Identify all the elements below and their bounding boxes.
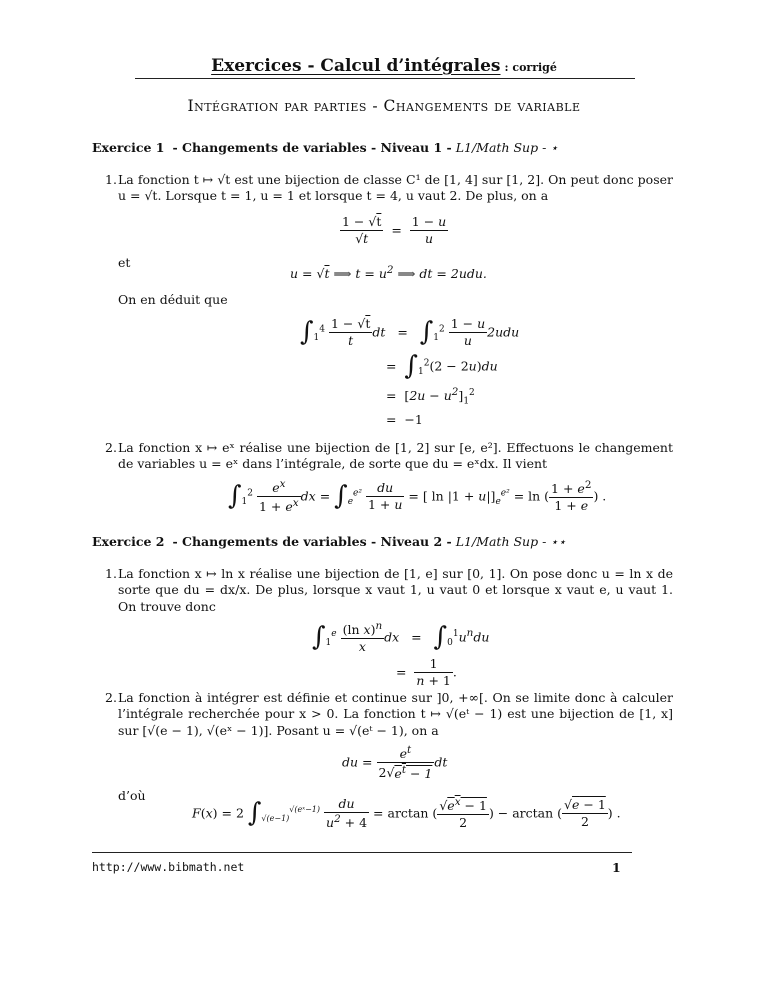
- ex1-deduce-text: On en déduit que: [118, 292, 228, 307]
- ex1-item-2-number: 2.: [105, 440, 117, 455]
- footer-link[interactable]: http://www.bibmath.net: [92, 860, 245, 874]
- ex1-equation-2: u = √t ⟹ $t = u^2$ ⟹ dt = 2udu.: [290, 264, 487, 282]
- ex2-item-1-text: La fonction x ↦ ln x réalise une bijection de [1, e] sur [0, 1]. On pose donc u = ln x de sorte que du = dx/x. De plus, lorsque x vaut 1, u vaut 0 et lorsque x vaut e, u vaut 1. On trouve donc: [118, 566, 673, 614]
- exercise-2-heading: [92, 534, 566, 550]
- exercise-2-level: L1/Math Sup - ⋆⋆: [455, 534, 566, 549]
- exercise-1-label: Exercice 1: [92, 140, 165, 155]
- ex1-item-1-text: La fonction t ↦ √t est une bijection de classe C¹ de [1, 4] sur [1, 2]. On peut donc poser u = √t. Lorsque t = 1, u = 1 et lorsque t = 4, u vaut 2. De plus, on a: [118, 172, 673, 204]
- ex1-equation-1: $\frac{1 - √t}{√t}$ = $\frac{1 - u}{u}$: [342, 214, 447, 247]
- header-rule: [135, 78, 635, 79]
- footer-rule: [92, 852, 632, 853]
- ex1-equation-3d: = −1: [386, 412, 423, 427]
- ex1-equation-3: $\int_1^4$ $\frac{1 - √t}{t}$ dt = $\int_1^2$ $\frac{1 - u}{u}$ 2udu: [300, 316, 520, 349]
- exercise-1-heading: [92, 140, 558, 156]
- ex1-equation-3b: = $\int_1^2(2 - 2u)du$: [386, 351, 498, 381]
- ex1-et-text: et: [118, 255, 131, 270]
- ex1-equation-4: $\int_1^2$ $\frac{e^x}{1 + e^x}$ dx = $\int_e^{e^2}$ $\frac{du}{1 + u}$ = [ $\ln |1 + u|]_e^{e^2} = \ln$ ( $\frac{1 + e^2}{1 + e}$ ) .: [228, 478, 607, 515]
- ex2-item-2-text: La fonction à intégrer est définie et continue sur ]0, +∞[. On se limite donc à calculer l’intégrale recherchée pour x > 0. La fonction t ↦ √(eᵗ − 1) est une bijection de [1, x] sur [√(e − 1), √(eˣ − 1)]. Posant u = √(eᵗ − 1), on a: [118, 690, 673, 738]
- exercise-2-label: Exercice 2: [92, 534, 165, 549]
- ex2-item-2-number: 2.: [105, 690, 117, 705]
- section-title: Intégration par parties - Changements de variable: [187, 97, 581, 115]
- ex2-dou-text: d’où: [118, 788, 146, 803]
- ex1-equation-3c: = $[2u - u^2]_1^2$: [386, 386, 475, 407]
- ex1-item-2-text: La fonction x ↦ eˣ réalise une bijection de [1, 2] sur [e, e²]. Effectuons le changement de variables u = eˣ dans l’intégrale, de sorte que du = eˣdx. Il vient: [118, 440, 673, 472]
- ex2-equation-3: F(x) = 2 $\int_{√(e-1)}^{√(eˣ-1)}$ $\frac{du}{u^2 + 4}$ = arctan ( $\frac{√e^x - 1}{2}$ ) − arctan ( $\frac{√e - 1}{2}$ ) .: [192, 796, 621, 831]
- ex1-item-1-number: 1.: [105, 172, 117, 187]
- ex2-equation-1b: = $\frac{1}{n + 1}$ .: [396, 656, 457, 689]
- page-title: Exercices - Calcul d’intégrales: [211, 56, 501, 76]
- ex2-equation-2: du = $\frac{e^t}{2√e^t - 1}$ dt: [342, 744, 448, 781]
- exercise-1-level: L1/Math Sup - ⋆: [455, 140, 559, 155]
- exercise-2-title: - Changements de variables - Niveau 2 -: [172, 534, 452, 549]
- page-subtitle: : corrigé: [504, 61, 557, 74]
- page-number: 1: [612, 860, 621, 875]
- exercise-1-title: - Changements de variables - Niveau 1 -: [172, 140, 452, 155]
- ex2-item-1-number: 1.: [105, 566, 117, 581]
- ex2-equation-1: $\int_1^e$ $\frac{(\ln x)^n}{x}$ dx = $\int_0^1u^ndu$: [312, 620, 490, 655]
- page-header: [0, 55, 768, 77]
